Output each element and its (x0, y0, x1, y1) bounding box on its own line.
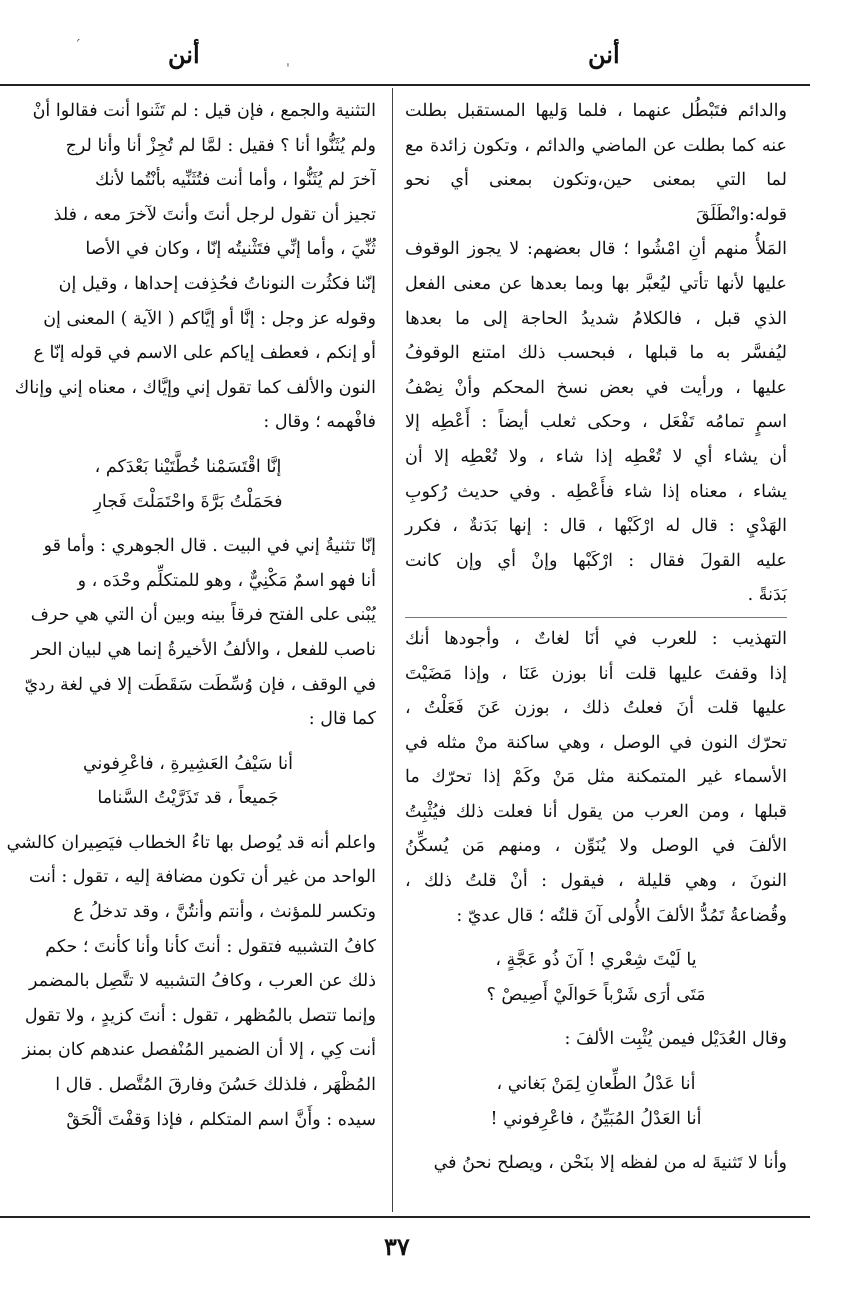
text-line: التهذيب : للعرب في أنَا لغاتٌ ، وأجودها أنك (405, 628, 787, 649)
text-line: الذي قبل ، فالكلامُ شديدُ الحاجة إلى ما بعدها (405, 308, 787, 329)
text-line: فافْهمه ؛ وقال : (263, 412, 376, 433)
verse-line: أنا العَدْلُ المُبَيِّنُ ، فاعْرِفوني ! (490, 1108, 702, 1129)
text-line: عليها ، ورأيت في بعض نسخ المحكم وأنْ نِصْفُ (405, 377, 787, 398)
text-line: ولم يُثَنُّوا أنا ؟ فقيل : لمَّا لم تُجِزْ أنا وأنا لرج (65, 135, 376, 156)
section-separator (405, 617, 787, 618)
print-mark: ˊ (74, 38, 81, 54)
text-line: في الوقف ، فإن وُسِّطَت سَقَطَت إلا في لغة رديّ (24, 674, 376, 695)
text-line: اسمٍ تمامُه تَفْعَل ، وحكى ثعلب أيضاً : أَعْطِه إلا (405, 412, 787, 433)
text-line: وأنا لا تَثنيةَ له من لفظه إلا بنَحْن ، ويصلح نحنُ في (433, 1153, 787, 1174)
text-line: المُظْهَر ، فلذلك حَسُنَ وفارقَ المُتَّصل . قال ا (55, 1075, 376, 1096)
right-column (405, 94, 787, 1181)
text-line: الأسماء غير المتمكنة مثل مَنْ وكَمْ إذا تحرّك ما (405, 767, 787, 788)
spacer (0, 440, 376, 450)
text-line: إذا وقفتَ عليها قلت أنا بوزن عَنَا ، وإذا مَضَيْتَ (405, 663, 787, 684)
verse-line: أنا عَدْلُ الطِّعانِ لِمَنْ بَغاني ، (496, 1074, 696, 1095)
text-line: أو إنكم ، فعطف إياكم على الاسم في قوله إنّا ع (33, 343, 376, 364)
text-line: النون والألف كما تقول إني وإيَّاك ، معناه إني وإناك (14, 377, 376, 398)
running-head-left: أنن (168, 40, 200, 69)
text-line: ثُنِّيَ ، وأما إنِّي فتَثْنيتُه إنّا ، وكان في الأصا (85, 239, 376, 260)
text-line: سيده : وأَنَّ اسم المتكلم ، فإذا وَقفْتَ ألْحَقْ (66, 1109, 376, 1130)
footer-rule (0, 1216, 810, 1218)
verse-line: يا لَيْتَ شِعْري ! آنَ ذُو عَجَّةٍ ، (495, 950, 697, 971)
spacer (405, 1012, 787, 1022)
column-divider (392, 88, 393, 1212)
paragraph (405, 622, 787, 933)
text-line: الألفَ في الوصل ولا يُنَوِّن ، ومنهم مَن يُسكِّنُ (405, 836, 787, 857)
text-line: النونَ ، وهي قليلة ، فيقول : أنْ قلتُ ذلك ، (405, 871, 787, 892)
text-line: عنه كما بطلت عن الماضي والدائم ، وتكون زائدة مع (405, 135, 787, 156)
verse-line: أنا سَيْفُ العَشِيرةِ ، فاعْرِفوني (82, 753, 294, 774)
verse-line: فحَمَلْتُ بَرَّةَ واحْتَمَلْتَ فَجارِ (93, 491, 283, 512)
left-column (0, 94, 376, 1137)
verse-line: جَميعاً ، قد تَذَرَّيْتُ السَّناما (97, 788, 279, 809)
text-line: أنت كِي ، إلا أن الضمير المُنْفصل عندهم كان بمنز (22, 1040, 376, 1061)
spacer (405, 933, 787, 943)
page-number: ٣٧ (384, 1232, 410, 1261)
text-line: يُبْنى على الفتح فرقاً بينه وبين أن التي هي حرف (30, 605, 376, 626)
text-line: وتكسر للمؤنث ، وأنتم وأنتُنَّ ، وقد تدخلُ ع (73, 902, 376, 923)
text-line: إنّنا فكثُرت النوناتُ فحُذِفت إحداها ، وقيل إن (58, 273, 376, 294)
spacer (0, 737, 376, 747)
text-line: كافُ التشبيه فتقول : أنتَ كأنا وأنا كأنتَ ؛ حكم (45, 936, 376, 957)
text-line: ناصب للفعل ، والألفُ الأخيرةُ إنما هي لبيان الحر (31, 639, 376, 660)
text-line: قبلها ، ومن العرب من يقول أنا فعلت ذلك فيُثْبِتُ (405, 801, 787, 822)
paragraph (0, 826, 376, 1137)
text-line: وقوله عز وجل : إنَّا أو إيَّاكم ( الآية ) المعنى إن (43, 308, 376, 329)
header-rule (0, 84, 810, 86)
text-line: لما التي بمعنى حين،وتكون بمعنى أي نحو قوله:وانْطَلَقَ (405, 170, 787, 225)
text-line: أنا فهو اسمٌ مَكْنِيٌّ ، وهو للمتكلِّم وحْدَه ، و (77, 570, 376, 591)
verse-line: مَتَى أرَى شَرْباً حَوالَيْ أَصِيصْ ؟ (486, 984, 706, 1005)
text-line: وقال العُدَيْل فيمن يُثْبِت الألفَ : (564, 1029, 787, 1050)
verse-line: إنَّا اقْتَسَمْنا خُطَّتَيْنا بَعْدَكم ، (94, 456, 282, 477)
text-line: تحرّك النون في الوصل ، وهي ساكنة منْ مثله في (405, 732, 787, 753)
text-line: إنّا تثنيةُ إني في البيت . قال الجوهري : وأما قو (43, 536, 376, 557)
text-line: واعلم أنه قد يُوصل بها تاءُ الخطاب فيَصِيران كالشي (6, 832, 376, 853)
spacer (405, 1136, 787, 1146)
text-line: الواحد من غير أن تكون مضافة إليه ، تقول : أنت (28, 867, 376, 888)
print-mark: ˈ (286, 62, 290, 78)
text-line: التثنية والجمع ، فإن قيل : لم تَثَنوا أنت فقالوا أنْ (32, 101, 376, 121)
text-line: أن يشاء أي لا تُعْطِه إذا شاء ، ولا تُعْطِه إلا أن (405, 446, 787, 467)
paragraph (405, 94, 787, 613)
spacer (405, 1057, 787, 1067)
text-line: تجيز أن تقول لرجل أنتَ وأنتَ لآخرَ معه ، فلذ (53, 204, 376, 225)
text-line: كما قال : (308, 709, 376, 730)
text-line: المَلأُ منهم أنِ امْشُوا ؛ قال بعضهم: لا يجوز الوقوف (405, 239, 787, 260)
running-head-right: أنن (588, 40, 620, 69)
text-line: ذلك عن العرب ، وكافُ التشبيه لا تتَّصِل بالمضمر (28, 971, 376, 992)
spacer (0, 519, 376, 529)
text-line: الهَدْيِ : قال له ارْكَبْها ، قال : إنها بَدَنةٌ ، فكرر (405, 516, 787, 537)
text-line: آخرَ لم يُثَنُّوا ، وأما أنت فتُثَنِّيه بأنْتُما لأنك (94, 170, 376, 191)
text-line: والدائم فتَبْطُل عنهما ، فلما وَليها المستقبل بطلت (405, 101, 787, 121)
text-line: وإنما تتصل بالمُظهر ، تقول : أنتَ كزيدٍ ، ولا تقول (24, 1005, 376, 1026)
text-line: يشاء ، معناه إذا شاء فأَعْطِه . وفي حديث رُكوبِ (405, 481, 787, 502)
text-line: بَدَنةً . (747, 585, 787, 606)
text-line: وقُضاعةُ تَمُدُّ الألفَ الأُولى آنَ قلتُه ؛ قال عديّ : (456, 905, 787, 926)
text-line: ليُفسَّر به ما قبلها ، فبحسب ذلك امتنع الوقوفُ (405, 343, 787, 364)
text-line: عليها لأنها تأتي ليُعبَّر بها وبما بعدها عن معنى الفعل (405, 273, 787, 294)
spacer (0, 816, 376, 826)
text-line: عليها قلت أنَ فعلتُ ذلك ، بوزن عَنَ فَعَلْتُ ، (405, 698, 787, 719)
paragraph (0, 529, 376, 737)
text-line: عليه القولَ فقال : ارْكَبْها وإنْ أي وإن كانت (405, 550, 787, 571)
paragraph (0, 94, 376, 440)
